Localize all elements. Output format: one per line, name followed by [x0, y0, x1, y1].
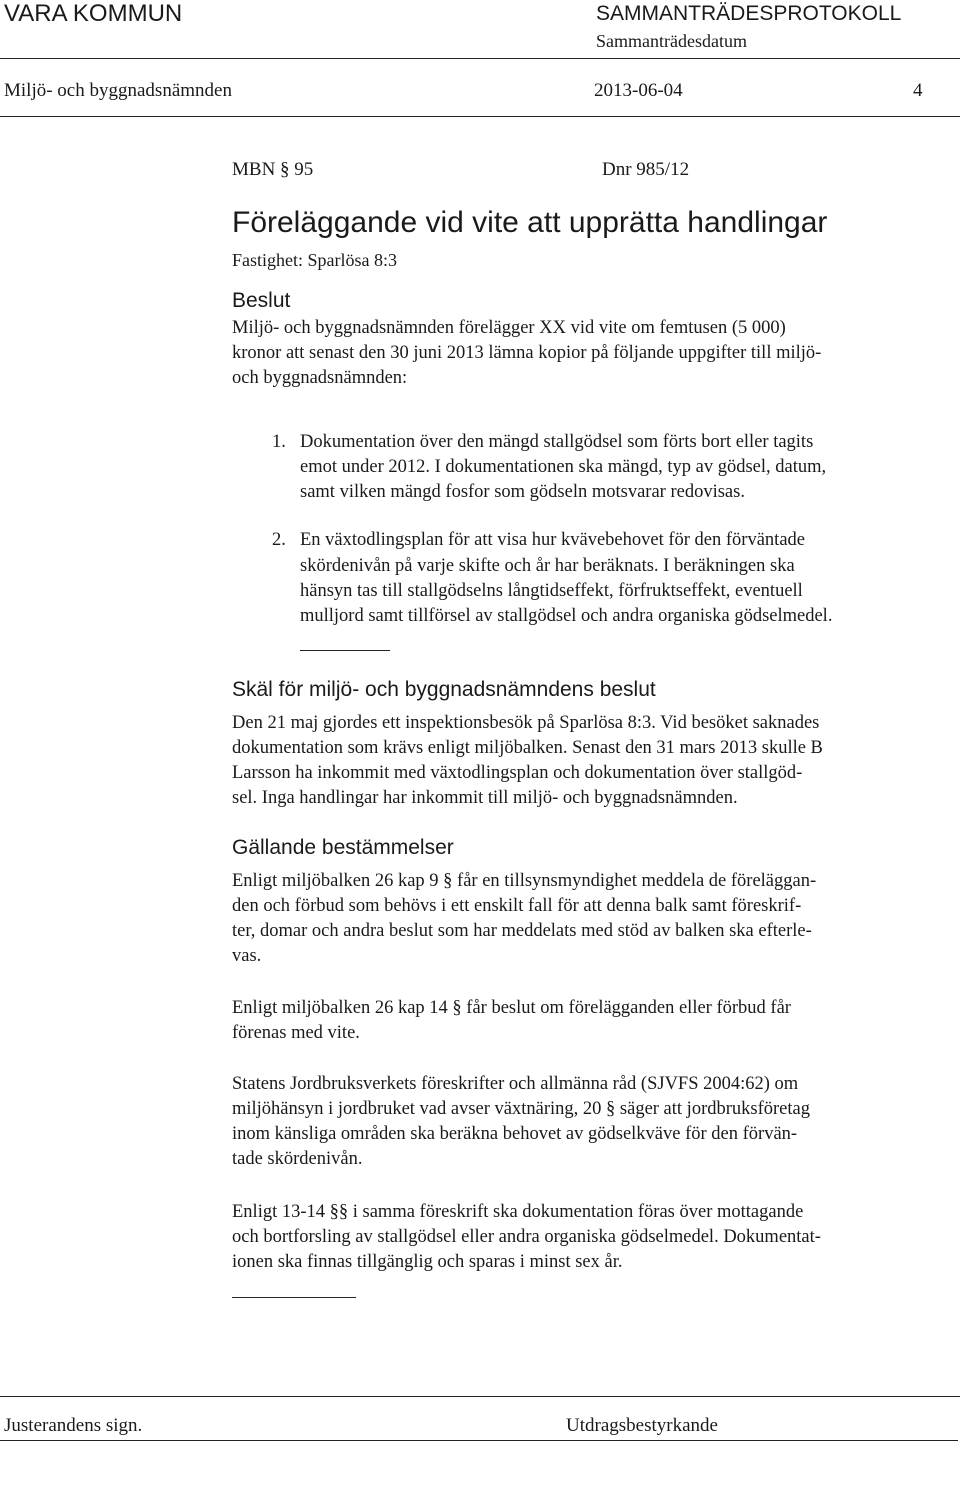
meeting-date-label: Sammanträdesdatum: [596, 31, 747, 51]
reasons-text-line: Larsson ha inkommit med växtodlingsplan och dokumentation över stallgöd-: [232, 763, 803, 783]
decision-heading: Beslut: [232, 289, 291, 312]
board-name: Miljö- och byggnadsnämnden: [4, 80, 232, 101]
list-item-line: skördenivån på varje skifte och år har beräknats. I beräkningen ska: [300, 556, 795, 576]
section-separator: [300, 650, 390, 651]
regulation-text-line: Enligt 13-14 §§ i samma föreskrift ska dokumentation föras över mottagande: [232, 1202, 804, 1222]
regulation-text-line: ter, domar och andra beslut som har meddelats med stöd av balken ska efterle-: [232, 921, 812, 941]
regulation-text-line: vas.: [232, 946, 262, 966]
reasons-text-line: sel. Inga handlingar har inkommit till miljö- och byggnadsnämnden.: [232, 788, 738, 808]
footer-divider: [0, 1396, 960, 1397]
regulation-text-line: och bortforsling av stallgödsel eller andra organiska gödselmedel. Dokumentat-: [232, 1227, 821, 1247]
reasons-text-line: dokumentation som krävs enligt miljöbalken. Senast den 31 mars 2013 skulle B: [232, 738, 823, 758]
regulation-text-line: den och förbud som behövs i ett enskilt fall för att denna balk samt föreskrif-: [232, 896, 802, 916]
municipality-name: VARA KOMMUN: [4, 0, 183, 27]
reasons-heading: Skäl för miljö- och byggnadsnämndens beslut: [232, 678, 656, 701]
decision-text-line: Miljö- och byggnadsnämnden förelägger XX vid vite om femtusen (5 000): [232, 318, 786, 338]
regulation-text-line: inom känsliga områden ska beräkna behovet av gödselkväve för den förvän-: [232, 1124, 798, 1144]
page-number: 4: [913, 80, 923, 101]
list-item-number: 2.: [272, 530, 286, 550]
list-item-line: En växtodlingsplan för att visa hur kvävebehovet för den förväntade: [300, 530, 805, 550]
list-item-line: samt vilken mängd fosfor som gödseln motsvarar redovisas.: [300, 482, 745, 502]
reasons-text-line: Den 21 maj gjordes ett inspektionsbesök på Sparlösa 8:3. Vid besöket saknades: [232, 713, 820, 733]
decision-text-line: och byggnadsnämnden:: [232, 368, 408, 388]
paragraph-reference: MBN § 95: [232, 159, 314, 180]
end-separator: [232, 1297, 356, 1298]
regulation-text-line: förenas med vite.: [232, 1023, 360, 1043]
regulation-text-line: miljöhänsyn i jordbruket vad avser växtnäring, 20 § säger att jordbruksföretag: [232, 1099, 810, 1119]
case-number: Dnr 985/12: [602, 159, 690, 180]
list-item-line: hänsyn tas till stallgödselns långtidseffekt, förfruktseffekt, eventuell: [300, 581, 803, 601]
decision-text-line: kronor att senast den 30 juni 2013 lämna kopior på följande uppgifter till miljö-: [232, 343, 822, 363]
property-label: Fastighet: Sparlösa 8:3: [232, 250, 397, 270]
meeting-date: 2013-06-04: [594, 80, 683, 101]
list-item-line: mulljord samt tillförsel av stallgödsel och andra organiska gödselmedel.: [300, 606, 833, 626]
regulation-text-line: ionen ska finnas tillgänglig och sparas i minst sex år.: [232, 1252, 623, 1272]
list-item-number: 1.: [272, 432, 286, 452]
list-item-line: emot under 2012. I dokumentationen ska mängd, typ av gödsel, datum,: [300, 457, 827, 477]
document-type: SAMMANTRÄDESPROTOKOLL: [596, 2, 902, 25]
page-title: Föreläggande vid vite att upprätta handlingar: [232, 206, 828, 239]
regulation-text-line: Enligt miljöbalken 26 kap 14 § får beslut om förelägganden eller förbud får: [232, 998, 791, 1018]
regulations-heading: Gällande bestämmelser: [232, 836, 454, 859]
signature-label: Justerandens sign.: [4, 1415, 143, 1436]
regulation-text-line: Statens Jordbruksverkets föreskrifter och allmänna råd (SJVFS 2004:62) om: [232, 1074, 799, 1094]
list-item-line: Dokumentation över den mängd stallgödsel som förts bort eller tagits: [300, 432, 814, 452]
header-divider: [0, 58, 960, 59]
header-bottom-divider: [0, 116, 960, 117]
signature-box-row: [0, 1440, 958, 1495]
extract-certification-label: Utdragsbestyrkande: [566, 1415, 718, 1436]
regulation-text-line: Enligt miljöbalken 26 kap 9 § får en tillsynsmyndighet meddela de föreläggan-: [232, 871, 817, 891]
regulation-text-line: tade skördenivån.: [232, 1149, 363, 1169]
